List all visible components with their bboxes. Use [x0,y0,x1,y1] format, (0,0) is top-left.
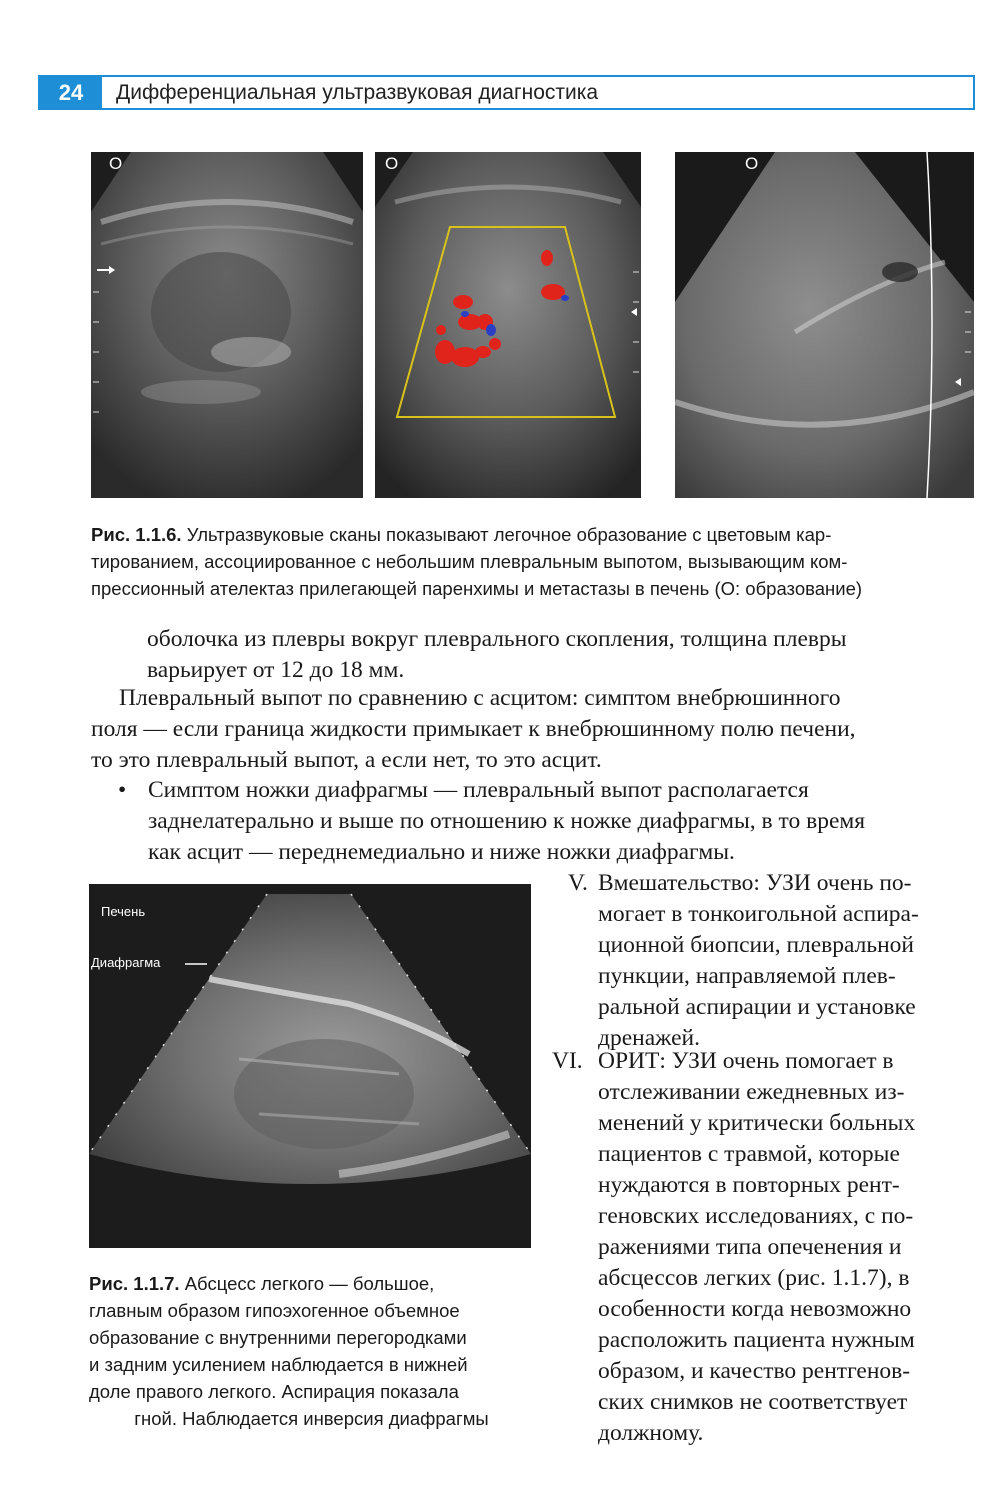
panel-2-marker: O [385,154,399,173]
figure-1-1-6-caption: Рис. 1.1.6. Ультразвуковые сканы показывают легочное образование с цветовым кар- тированием, ассоциированное с небольшим плевральным выпотом, вызывающим ком- прессионный ателектаз прилегающей паренхимы и метастазы в печень (O: образование) [91,524,863,599]
page-number: 24 [40,77,102,108]
panel-3-marker: O [745,154,759,173]
list-numeral-vi: VI. [552,1048,583,1074]
paragraph-continuation: оболочка из плевры вокруг плеврального скопления, толщина плевры варьирует от 12 до 18 мм. [147,626,847,683]
panel-1-marker: O [109,154,123,173]
label-liver: Печень [101,904,146,919]
figure-1-1-6-panel-3 [675,152,974,498]
figure-1-1-7-caption: Рис. 1.1.7. Абсцесс легкого — большое, главным образом гипоэхогенное объемное образование с внутренними перегородками и задним усилением наблюдается в нижней доле правого легкого. Аспирация показала гной. Наблюдается инверсия диафрагмы [89,1273,489,1429]
figure-1-1-6-label: Рис. 1.1.6. [91,524,182,545]
list-item-v: V. Вмешательство: УЗИ очень по- могает в тонкоигольной аспира- ционной биопсии, плевральной пункции, направляемой плев- ральной аспирации и установке дренажей. [568,870,919,1051]
list-item-vi: VI. ОРИТ: УЗИ очень помогает в отслеживании ежедневных из- менений у критически больных пациентов с травмой, которые нуждаются в повторных рент- геновских исследованиях, с по- ражениями типа опеченения и абсцессов легких (рис. 1.1.7), в особенности когда невозможно расположить пациента нужным образом, и качество рентгенов- ских снимков не соответствует должному. [552,1048,916,1446]
list-numeral-v: V. [568,870,588,896]
figure-1-1-7-image [89,884,531,1248]
label-diaphragm: Диафрагма [91,955,161,970]
bullet-item: • Симптом ножки диафрагмы — плевральный выпот располагается заднелатерально и выше по отношению к ножке диафрагмы, в то время как асцит — переднемедиально и ниже ножки диафрагмы. [118,777,866,865]
bullet-symbol: • [118,777,127,803]
figure-1-1-6-panel-1 [91,152,363,498]
figure-1-1-6-panel-2 [375,152,641,498]
running-title: Дифференциальная ультразвуковая диагностика [116,81,599,104]
figure-1-1-7-label: Рис. 1.1.7. [89,1273,180,1294]
running-header [38,75,975,110]
paragraph-pleural-vs-ascites: Плевральный выпот по сравнению с асцитом: симптом внебрюшинного поля — если граница жидкости примыкает к внебрюшинному полю печени, то это плевральный выпот, а если нет, то это асцит. [91,685,856,773]
